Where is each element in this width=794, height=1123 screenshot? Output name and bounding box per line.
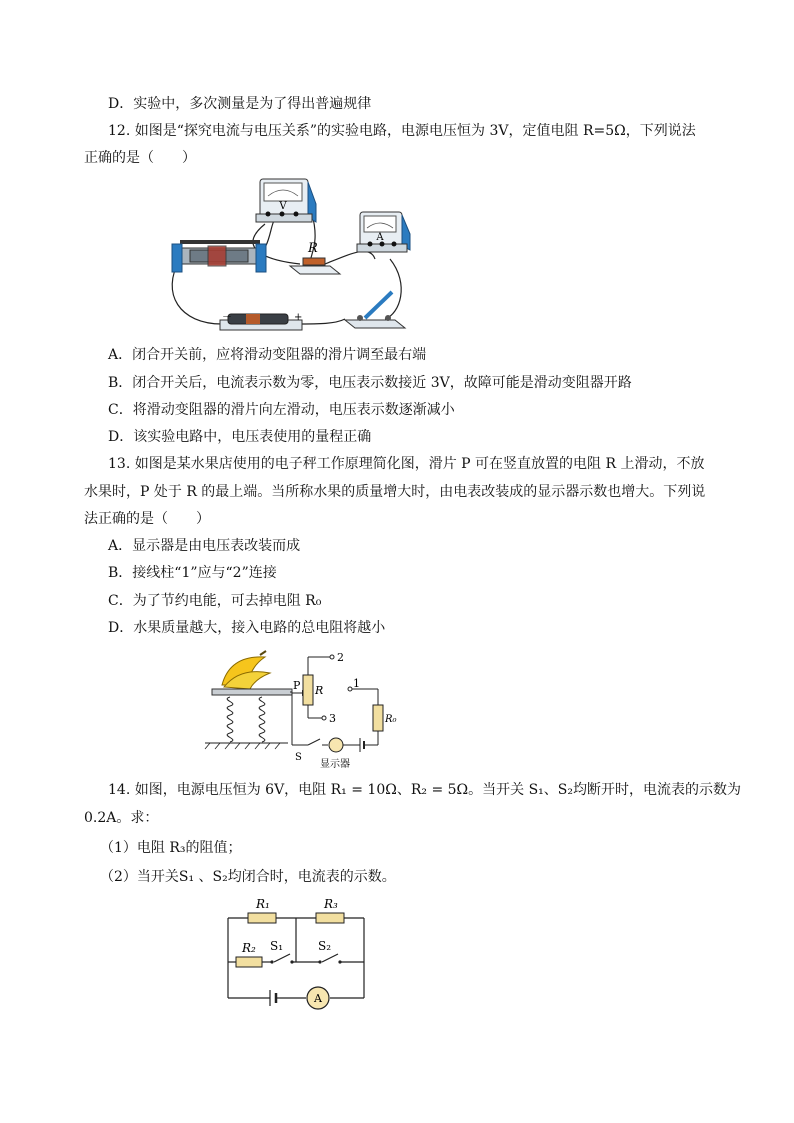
q13-circuit-figure [200, 645, 400, 775]
q12-option-c: C．将滑动变阻器的滑片向左滑动，电压表示数逐渐减小 [108, 402, 455, 418]
resistor-r1-label: R₁ [256, 897, 270, 911]
resistor-r0-label: R₀ [385, 714, 397, 725]
slider-p-label: P [293, 679, 301, 692]
switch-s1-label: S₁ [270, 939, 284, 953]
ammeter-icon [357, 212, 410, 252]
resistor-r3-icon [316, 913, 344, 923]
resistor-r1-icon [248, 913, 276, 923]
switch-s-icon [308, 739, 320, 745]
q12-option-a: A．闭合开关前，应将滑动变阻器的滑片调至最右端 [108, 347, 427, 363]
q14-sub-question-2: （2）当开关S₁ 、S₂均闭合时，电流表的示数。 [100, 869, 396, 885]
q12-option-d: D．该实验电路中，电压表使用的量程正确 [108, 429, 372, 445]
q13-option-c: C．为了节约电能，可去掉电阻 R₀ [108, 593, 322, 609]
switch-s-label: S [295, 752, 302, 763]
battery-plus: + [294, 312, 303, 323]
q14-circuit-figure [220, 890, 370, 1010]
switch-s2-icon [318, 960, 321, 963]
switch-s1-icon [270, 960, 273, 963]
resistor-r2-label: R₂ [242, 941, 256, 955]
q13-option-b: B．接线柱“1”应与“2”连接 [108, 565, 277, 581]
terminal-3-label: 3 [329, 712, 336, 725]
ammeter-label: A [314, 992, 322, 1005]
battery-minus: － [222, 312, 232, 323]
resistor-r-icon [303, 675, 313, 705]
display-label: 显示器 [320, 759, 350, 770]
voltmeter-icon [256, 179, 316, 222]
q12-stem-line1: 12. 如图是“探究电流与电压关系”的实验电路，电源电压恒为 3V，定值电阻 R=5Ω，下列说法 [108, 123, 696, 139]
q13-stem-line3: 法正确的是（ ） [84, 511, 210, 527]
resistor-icon [290, 241, 340, 274]
q13-stem-line2: 水果时，P 处于 R 的最上端。当所称水果的质量增大时，由电表改装成的显示器示数也增大。下列说 [84, 484, 706, 500]
switch-s2-label: S₂ [318, 939, 332, 953]
resistor-label: R [308, 241, 318, 256]
resistor-r-label: R [315, 684, 324, 697]
q11-option-d: D．实验中，多次测量是为了得出普遍规律 [108, 96, 372, 112]
q13-stem-line1: 13. 如图是某水果店使用的电子秤工作原理简化图，滑片 P 可在竖直放置的电阻 R 上滑动，不放 [108, 456, 705, 472]
display-icon [329, 738, 343, 752]
terminal-1-label: 1 [353, 677, 360, 690]
q14-sub-question-1: （1）电阻 R₃的阻值； [100, 840, 242, 856]
terminal-2-label: 2 [337, 651, 344, 664]
q12-circuit-figure [160, 174, 420, 334]
spring-icon [227, 697, 265, 742]
q14-stem-line1: 14. 如图，电源电压恒为 6V，电阻 R₁ = 10Ω、R₂ = 5Ω。当开关 S₁、S₂均断开时，电流表的示数为 [108, 782, 741, 798]
ammeter-label: A [376, 232, 384, 243]
q13-option-d: D．水果质量越大，接入电路的总电阻将越小 [108, 620, 386, 636]
resistor-r0-icon [373, 705, 383, 731]
resistor-r2-icon [236, 957, 262, 967]
q12-stem-line2: 正确的是（ ） [84, 150, 196, 166]
q13-option-a: A．显示器是由电压表改装而成 [108, 538, 301, 554]
q12-option-b: B．闭合开关后，电流表示数为零，电压表示数接近 3V，故障可能是滑动变阻器开路 [108, 375, 632, 391]
voltmeter-label: V [279, 201, 287, 212]
rheostat-icon [172, 240, 266, 272]
resistor-r3-label: R₃ [324, 897, 338, 911]
q14-stem-line2: 0.2A。求： [84, 810, 159, 826]
battery-icon [220, 312, 302, 330]
banana-icon [222, 651, 270, 689]
